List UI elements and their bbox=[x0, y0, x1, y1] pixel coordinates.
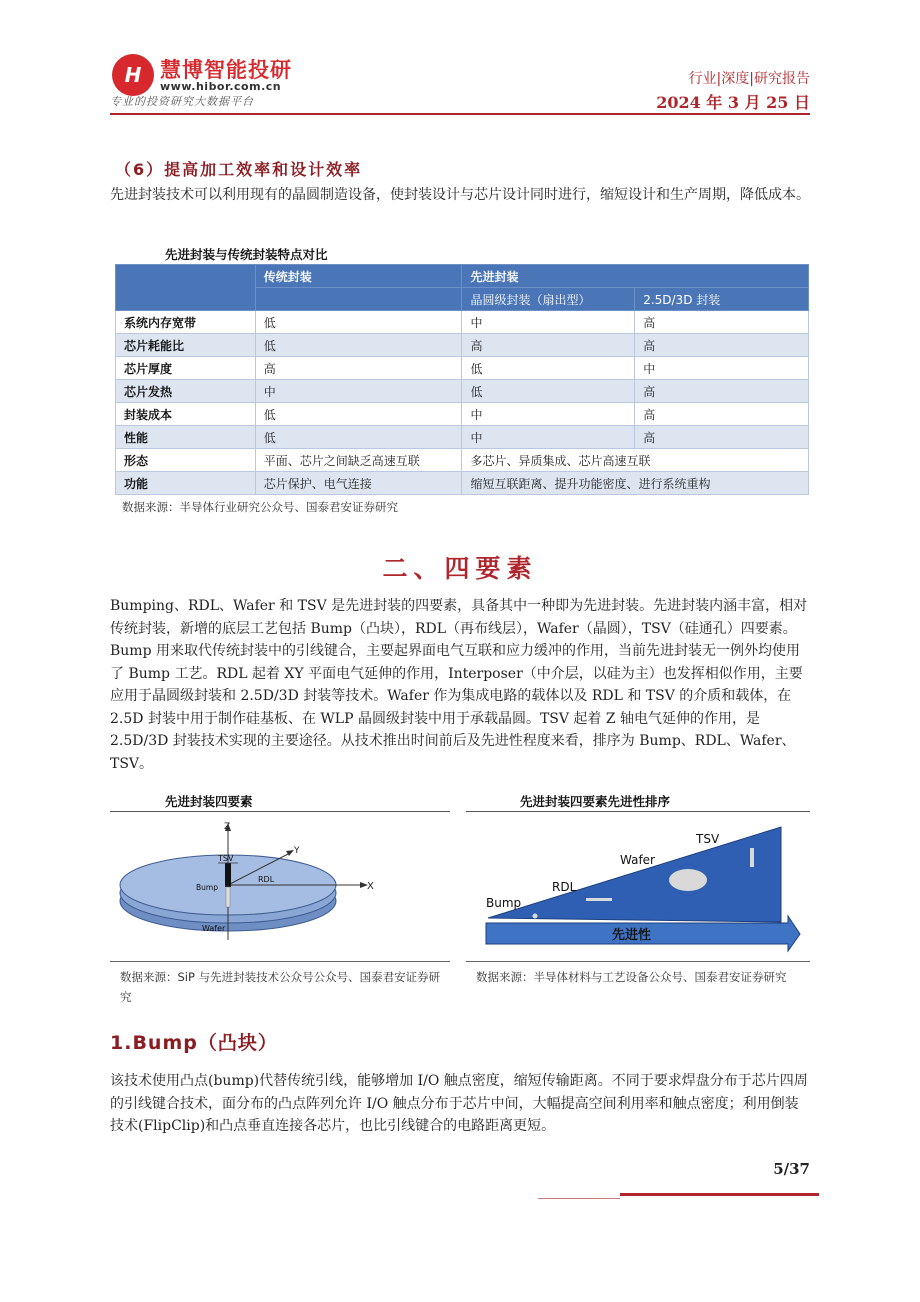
advancement-ranking-diagram bbox=[466, 815, 810, 958]
table-header-traditional: 传统封装 bbox=[255, 265, 462, 288]
cell-25d3d: 高 bbox=[635, 311, 809, 334]
rdl-label: RDL bbox=[258, 875, 275, 884]
tsv-via bbox=[225, 863, 231, 887]
table-source: 数据来源：半导体行业研究公众号、国泰君安证券研究 bbox=[122, 500, 398, 514]
table-subheader-blank bbox=[255, 288, 462, 311]
logo-url: www.hibor.com.cn bbox=[160, 80, 282, 93]
section-6-paragraph: 先进封装技术可以利用现有的晶圆制造设备，使封装设计与芯片设计同时进行，缩短设计和生产周期，降低成本。 bbox=[110, 187, 810, 203]
cell-25d3d: 中 bbox=[635, 357, 809, 380]
cell-advanced: 多芯片、异质集成、芯片高速互联 bbox=[462, 449, 809, 472]
bump-label: Bump bbox=[486, 896, 522, 910]
cell-advanced: 缩短互联距离、提升功能密度、进行系统重构 bbox=[462, 472, 809, 495]
cell-traditional: 低 bbox=[255, 311, 462, 334]
wafer-label: Wafer bbox=[620, 853, 655, 867]
row-label: 性能 bbox=[116, 426, 256, 449]
table-title: 先进封装与传统封装特点对比 bbox=[165, 247, 328, 262]
page-number: 5/37 bbox=[773, 1160, 810, 1178]
tsv-label: TSV bbox=[218, 854, 234, 863]
figure-left-top-rule bbox=[110, 811, 450, 812]
cell-traditional: 中 bbox=[255, 380, 462, 403]
comparison-table bbox=[115, 264, 809, 495]
wafer-label: Wafer bbox=[202, 924, 226, 933]
rdl-label: RDL bbox=[552, 880, 577, 894]
axis-x-label: X bbox=[367, 881, 374, 892]
figure-left-title: 先进封装四要素 bbox=[165, 794, 253, 809]
figure-left-source: 数据来源：SiP 与先进封装技术公众号公众号、国泰君安证券研究 bbox=[120, 970, 441, 1004]
figure-right-title: 先进封装四要素先进性排序 bbox=[520, 794, 671, 809]
logo-name: 慧博智能投研 bbox=[160, 58, 292, 82]
bump-dot bbox=[533, 914, 538, 919]
cell-25d3d: 高 bbox=[635, 403, 809, 426]
footer-rule-thick bbox=[620, 1193, 819, 1196]
table-row bbox=[116, 357, 809, 380]
report-date: 2024 年 3 月 25 日 bbox=[656, 93, 810, 112]
row-label: 芯片厚度 bbox=[116, 357, 256, 380]
table-row bbox=[116, 472, 809, 495]
table-row bbox=[116, 403, 809, 426]
cell-traditional: 低 bbox=[255, 426, 462, 449]
figure-right-bottom-rule bbox=[466, 961, 810, 962]
table-row bbox=[116, 449, 809, 472]
table-row bbox=[116, 426, 809, 449]
axis-z-label: Z bbox=[224, 822, 231, 832]
figure-right-source: 数据来源：半导体材料与工艺设备公众号、国泰君安证券研究 bbox=[476, 970, 787, 984]
row-label: 系统内存宽带 bbox=[116, 311, 256, 334]
table-header-advanced: 先进封装 bbox=[462, 265, 809, 288]
cell-traditional: 平面、芯片之间缺乏高速互联 bbox=[255, 449, 462, 472]
tsv-via-lower bbox=[226, 887, 230, 907]
cell-wafer-level: 中 bbox=[462, 311, 635, 334]
footer-rule-thin bbox=[538, 1198, 620, 1199]
logo-icon: H bbox=[112, 54, 154, 96]
y-axis-arrow bbox=[286, 850, 294, 856]
rdl-bar bbox=[586, 898, 612, 901]
cell-25d3d: 高 bbox=[635, 380, 809, 403]
cell-traditional: 低 bbox=[255, 403, 462, 426]
figure-left-bottom-rule bbox=[110, 961, 450, 962]
advancement-triangle bbox=[488, 827, 781, 922]
cell-25d3d: 高 bbox=[635, 426, 809, 449]
table-subheader-25d3d: 2.5D/3D 封装 bbox=[635, 288, 809, 311]
page-header bbox=[110, 50, 810, 114]
cell-traditional: 低 bbox=[255, 334, 462, 357]
cell-25d3d: 高 bbox=[635, 334, 809, 357]
bump-label: Bump bbox=[196, 883, 218, 892]
chapter-paragraph: Bumping、RDL、Wafer 和 TSV 是先进封装的四要素，具备其中一种即为先进封装。先进封装内涵丰富，相对传统封装，新增的底层工艺包括 Bump（凸块），RDL（再布线层），Wafer（晶圆），TSV（硅通孔）四要素。Bump 用来取代传统封装中的引线键合，主要起界面电气互联和应力缓冲的作用，当前先进封装无一例外均使用了 Bump 工艺。RDL 起着 XY 平面电气延伸的作用，Interposer（中介层，以硅为主）也发挥相似作用，主要应用于晶圆级封装和 2.5D/3D 封装等技术。Wafer 作为集成电路的载体以及 RDL 和 TSV 的介质和载体，在 2.5D 封装中用于制作硅基板、在 WLP 晶圆级封装中用于承载晶圆。TSV 起着 Z 轴电气延伸的作用，是 2.5D/3D 封装技术实现的主要途径。从技术推出时间前后及先进性程度来看，排序为 Bump、RDL、Wafer、TSV。 bbox=[110, 598, 808, 772]
section-6-heading: （6）提高加工效率和设计效率 bbox=[115, 160, 363, 179]
axis-y-label: Y bbox=[294, 846, 300, 856]
advancement-label: 先进性 bbox=[612, 928, 652, 943]
bump-section-paragraph: 该技术使用凸点(bump)代替传统引线，能够增加 I/O 触点密度，缩短传输距离。不同于要求焊盘分布于芯片四周的引线键合技术，面分布的凸点阵列允许 I/O 触点分布于芯片中间，大幅提高空间利用率和触点密度；利用倒装技术(FlipClip)和凸点垂直连接各芯片，也比引线键合的电路距离更短。 bbox=[110, 1073, 808, 1134]
cell-wafer-level: 中 bbox=[462, 426, 635, 449]
four-elements-diagram bbox=[110, 815, 450, 958]
chapter-title: 二、四要素 bbox=[382, 554, 538, 583]
cell-wafer-level: 高 bbox=[462, 334, 635, 357]
cell-wafer-level: 中 bbox=[462, 403, 635, 426]
table-subheader-wafer-level: 晶圆级封装（扇出型） bbox=[462, 288, 635, 311]
row-label: 封装成本 bbox=[116, 403, 256, 426]
bump-section-heading: 1.Bump（凸块） bbox=[110, 1032, 278, 1054]
row-label: 形态 bbox=[116, 449, 256, 472]
row-label: 功能 bbox=[116, 472, 256, 495]
figure-right-top-rule bbox=[466, 811, 810, 812]
cell-traditional: 高 bbox=[255, 357, 462, 380]
table-row bbox=[116, 311, 809, 334]
table-row bbox=[116, 334, 809, 357]
table-header-row bbox=[116, 265, 809, 288]
row-label: 芯片发热 bbox=[116, 380, 256, 403]
table-header-blank bbox=[116, 265, 256, 311]
row-label: 芯片耗能比 bbox=[116, 334, 256, 357]
cell-traditional: 芯片保护、电气连接 bbox=[255, 472, 462, 495]
tsv-bar bbox=[750, 848, 754, 867]
logo-slogan: 专业的投资研究大数据平台 bbox=[110, 95, 254, 108]
wafer-disc bbox=[669, 869, 707, 891]
report-category: 行业|深度|研究报告 bbox=[688, 71, 810, 87]
cell-wafer-level: 低 bbox=[462, 380, 635, 403]
header-divider bbox=[110, 113, 810, 115]
table-row bbox=[116, 380, 809, 403]
cell-wafer-level: 低 bbox=[462, 357, 635, 380]
tsv-label: TSV bbox=[696, 832, 720, 846]
